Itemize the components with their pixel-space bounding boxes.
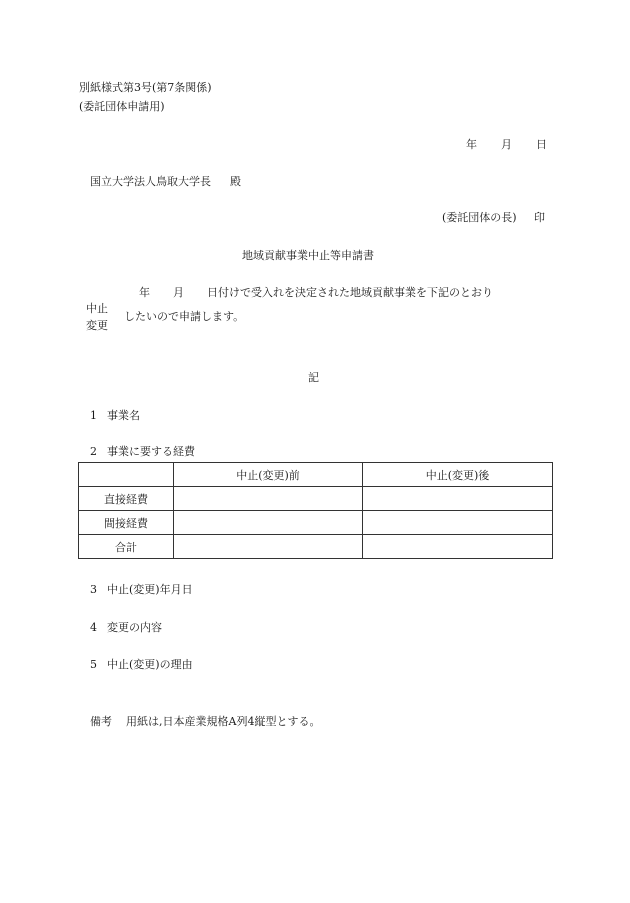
applicant-label: (委託団体の長) (442, 211, 517, 224)
item-5-label: 中止(変更)の理由 (107, 658, 193, 671)
row-label-total: 合計 (79, 535, 174, 559)
item-4-label: 変更の内容 (107, 621, 162, 634)
cell-total-before (174, 535, 363, 559)
body-line1: 日付けで受入れを決定された地域貢献事業を下記のとおり (207, 286, 493, 299)
body-year-label: 年 (139, 286, 150, 299)
ki-heading: 記 (308, 371, 319, 384)
row-label-indirect-cost: 間接経費 (79, 511, 174, 535)
addressee-honorific: 殿 (230, 175, 241, 188)
date-day-label: 日 (536, 138, 547, 151)
item-3-label: 中止(変更)年月日 (107, 583, 193, 596)
item-5-number: 5 (90, 658, 97, 671)
cell-direct-before (174, 487, 363, 511)
choice-change: 変更 (86, 319, 108, 332)
choice-cancel: 中止 (86, 302, 108, 315)
table-row (79, 511, 553, 535)
body-month-label: 月 (173, 286, 184, 299)
form-number: 別紙様式第3号(第7条関係) (79, 81, 212, 94)
note-text: 用紙は,日本産業規格A列4縦型とする。 (126, 715, 321, 728)
cell-direct-after (363, 487, 553, 511)
date-year-label: 年 (466, 138, 477, 151)
body-line2: したいので申請します。 (124, 310, 245, 323)
item-2-number: 2 (90, 445, 97, 458)
table-header-row (79, 463, 553, 487)
item-1-number: 1 (90, 409, 97, 422)
item-3-number: 3 (90, 583, 97, 596)
applicant-seal: 印 (534, 211, 545, 224)
table-header-after: 中止(変更)後 (363, 463, 553, 487)
item-4-number: 4 (90, 621, 97, 634)
cell-total-after (363, 535, 553, 559)
row-label-direct-cost: 直接経費 (79, 487, 174, 511)
item-2-label: 事業に要する経費 (107, 445, 195, 458)
cost-table (78, 462, 553, 559)
cell-indirect-before (174, 511, 363, 535)
note-label: 備考 (90, 715, 112, 728)
form-usage: (委託団体申請用) (79, 100, 165, 113)
document-title: 地域貢献事業中止等申請書 (242, 249, 374, 262)
cell-indirect-after (363, 511, 553, 535)
item-1-label: 事業名 (107, 409, 140, 422)
table-row (79, 487, 553, 511)
table-header-before: 中止(変更)前 (174, 463, 363, 487)
addressee-name: 国立大学法人鳥取大学長 (90, 175, 211, 188)
date-month-label: 月 (501, 138, 512, 151)
table-row (79, 535, 553, 559)
table-header-blank (79, 463, 174, 487)
